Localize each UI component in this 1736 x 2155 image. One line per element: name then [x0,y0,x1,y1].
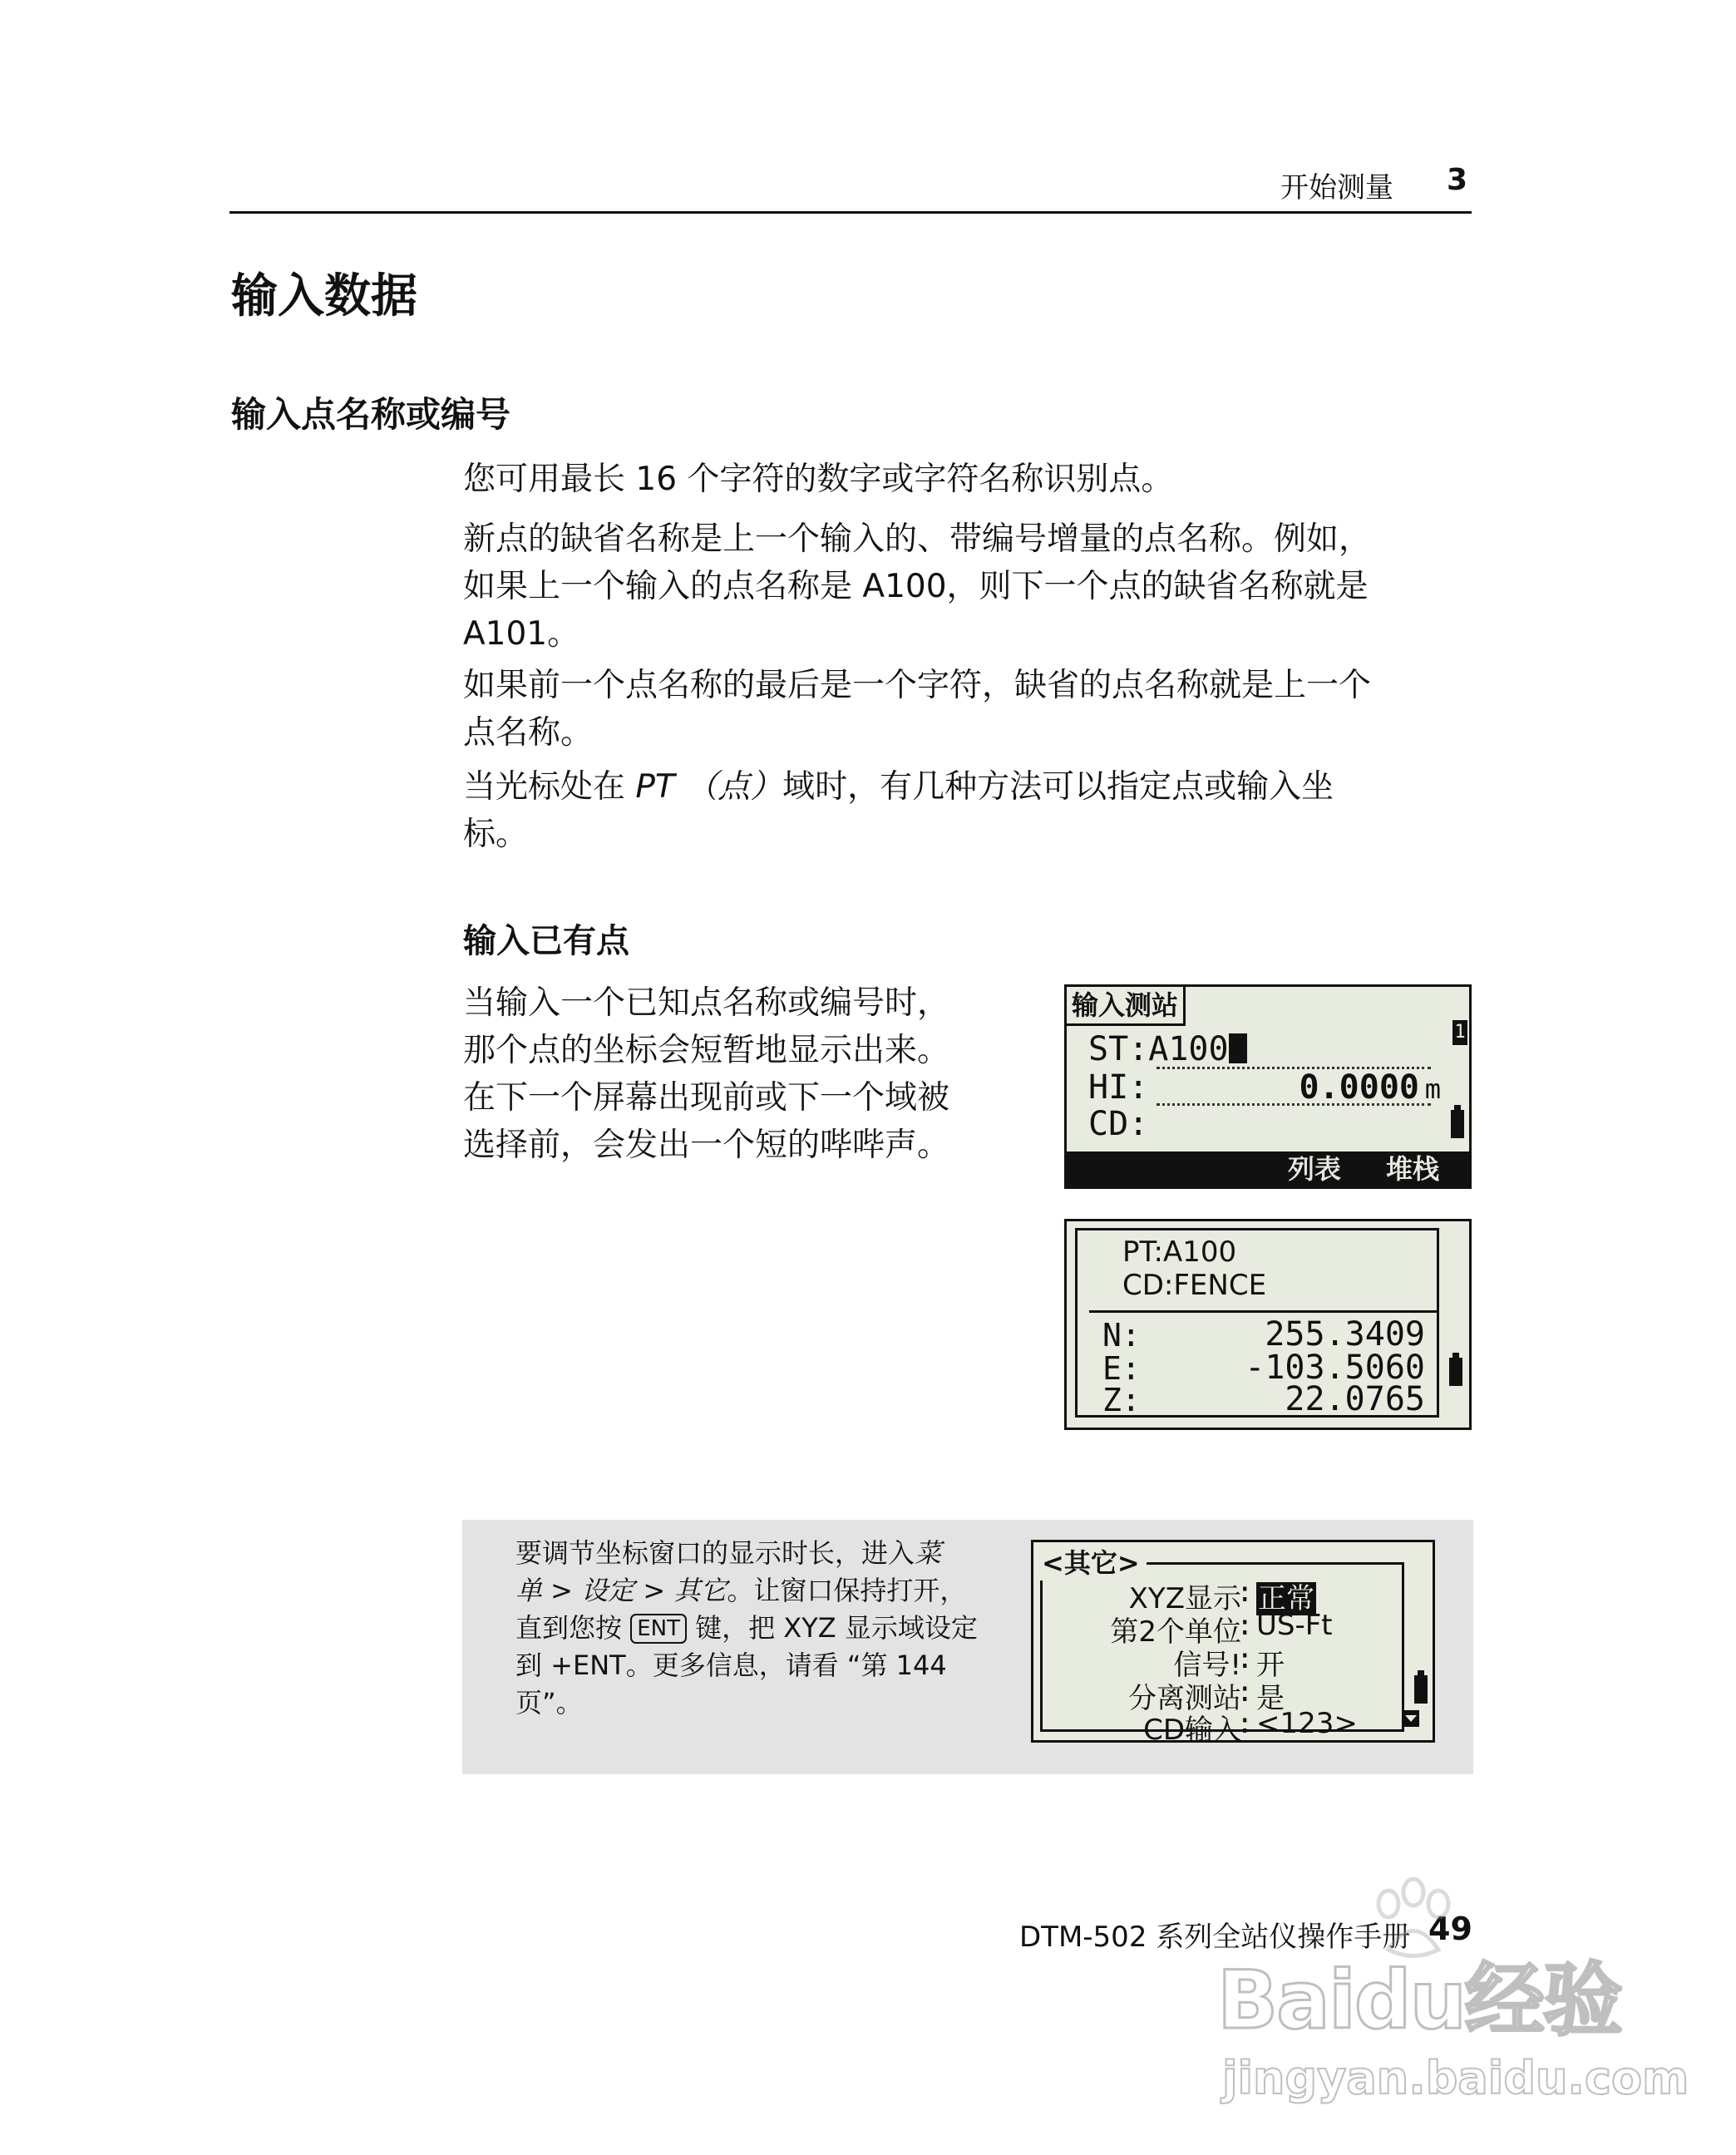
setting-colon: : [1236,1576,1254,1609]
setting-label-xyz-display: XYZ显示 [1128,1582,1241,1615]
lcd2-z-label: Z: [1102,1382,1141,1418]
setting-colon: : [1236,1609,1254,1642]
lcd2-n-value: 255.3409 [1265,1315,1425,1354]
lcd1-st-label: ST: [1088,1030,1149,1068]
setting-value-second-unit: US-Ft [1256,1609,1333,1642]
tip-line-4: 到 +ENT。更多信息，请看 “第 144 [515,1650,947,1681]
lcd1-st-value: A100 [1148,1030,1229,1068]
page-title: 输入数据 [231,269,417,323]
p4-field-name: PT （点） [635,768,783,806]
battery-icon [1414,1675,1428,1704]
lcd2-n-label: N: [1102,1317,1141,1354]
running-header-section: 开始测量 [1280,171,1393,205]
lcd1-hi-value: 0.0000 [1299,1068,1419,1107]
lcd2-separator [1089,1310,1437,1313]
tip-menu-path: 单 > 设定 > 其它 [515,1575,727,1606]
lcd-screen-point-coordinates [1064,1219,1472,1430]
tip-line-2-text: 。让窗口保持打开， [727,1575,967,1606]
lcd2-pt-line: PT:A100 [1122,1235,1237,1269]
lcd1-hi-unit: m [1424,1073,1441,1105]
ent-key-icon: ENT [630,1614,687,1644]
watermark-url: jingyan.baidu.com [1222,2052,1689,2104]
existing-point-line-1: 当输入一个已知点名称或编号时， [463,984,950,1022]
tip-line-3 [515,1610,1014,1647]
paragraph-4-line-1 [463,763,1477,811]
lcd-screen-input-station [1064,984,1472,1189]
header-rule [229,211,1472,214]
setting-label-second-unit: 第2个单位 [1110,1615,1241,1649]
setting-value-cd-input: <123> [1256,1707,1358,1740]
lcd-screen-other-settings [1031,1540,1435,1747]
lcd2-cd-line: CD:FENCE [1122,1269,1267,1302]
tip-line-5: 页”。 [515,1687,583,1719]
setting-label-signal: 信号! [1173,1649,1241,1682]
existing-point-line-4: 选择前，会发出一个短的哔哔声。 [463,1127,950,1164]
section-heading: 输入点名称或编号 [231,394,511,435]
p4-text-pre: 当光标处在 [463,768,636,806]
existing-point-text [463,979,1045,1169]
softkey-stack: 堆栈 [1386,1153,1440,1185]
lcd1-st-row [1088,1030,1247,1068]
watermark-logo: Baidu经验 [1217,1954,1621,2047]
paragraph-1: 您可用最长 16 个字符的数字或字符名称识别点。 [463,461,1174,498]
running-header-chapter: 3 [1447,163,1468,197]
paragraph-2-line-3: A101。 [463,615,580,653]
setting-value-xyz-display-highlight: 正常 [1258,1582,1314,1615]
setting-value-separate-station: 是 [1256,1682,1285,1715]
battery-icon [1449,1358,1462,1386]
tip-line-3-pre: 直到您按 [515,1612,631,1644]
setting-label-cd-input: CD输入 [1143,1714,1241,1747]
footer-page-number: 49 [1428,1911,1472,1947]
lcd2-window-frame [1075,1228,1439,1418]
tip-line-1 [515,1535,1014,1572]
softkey-list: 列表 [1288,1153,1342,1185]
existing-point-line-3: 在下一个屏幕出现前或下一个域被 [463,1079,950,1117]
paragraph-2-line-2: 如果上一个输入的点名称是 A100，则下一个点的缺省名称就是 [463,568,1369,605]
cursor-block [1229,1033,1247,1063]
paragraph-3-line-2: 点名称。 [463,714,594,752]
lcd2-z-value: 22.0765 [1285,1380,1425,1418]
lcd1-hi-field-dots [1157,1103,1431,1106]
lcd1-hi-label: HI: [1088,1068,1149,1107]
tip-line-3-post: 键，把 XYZ 显示域设定 [686,1612,978,1644]
tip-line-1-text: 要调节坐标窗口的显示时长，进入 [515,1537,915,1569]
setting-label-separate-station: 分离测站 [1128,1682,1241,1715]
lcd1-cd-label: CD: [1088,1105,1149,1143]
paragraph-4 [463,763,1477,858]
paragraph-3-line-1: 如果前一个点名称的最后是一个字符，缺省的点名称就是上一个 [463,667,1372,704]
existing-point-line-2: 那个点的坐标会短暂地显示出来。 [463,1032,950,1069]
paragraph-2 [463,515,1477,658]
lcd1-title: 输入测站 [1067,987,1186,1026]
lcd3-title: <其它> [1035,1542,1147,1580]
setting-value-signal: 开 [1256,1649,1285,1682]
battery-icon [1451,1110,1464,1138]
subheading-existing-point: 输入已有点 [463,922,629,960]
lcd2-e-label: E: [1102,1350,1141,1387]
paragraph-3 [463,662,1477,757]
lcd1-softkey-bar [1067,1151,1469,1186]
lcd1-page-indicator: 1 [1452,1020,1467,1045]
setting-colon: : [1236,1707,1254,1740]
paragraph-4-line-2: 标。 [463,816,529,853]
footer-manual-title: DTM-502 系列全站仪操作手册 [1019,1921,1411,1954]
tip-line-2 [515,1572,1014,1610]
paragraph-2-line-1: 新点的缺省名称是上一个输入的、带编号增量的点名称。例如， [463,520,1372,558]
setting-colon: : [1236,1642,1254,1675]
tip-text [515,1535,1014,1722]
p4-text-post: 域时，有几种方法可以指定点或输入坐 [782,768,1334,806]
tip-line-1-italic: 菜 [915,1537,942,1569]
setting-colon: : [1236,1675,1254,1709]
scroll-down-arrow-icon [1403,1710,1419,1727]
lcd2-e-value: -103.5060 [1245,1349,1425,1387]
